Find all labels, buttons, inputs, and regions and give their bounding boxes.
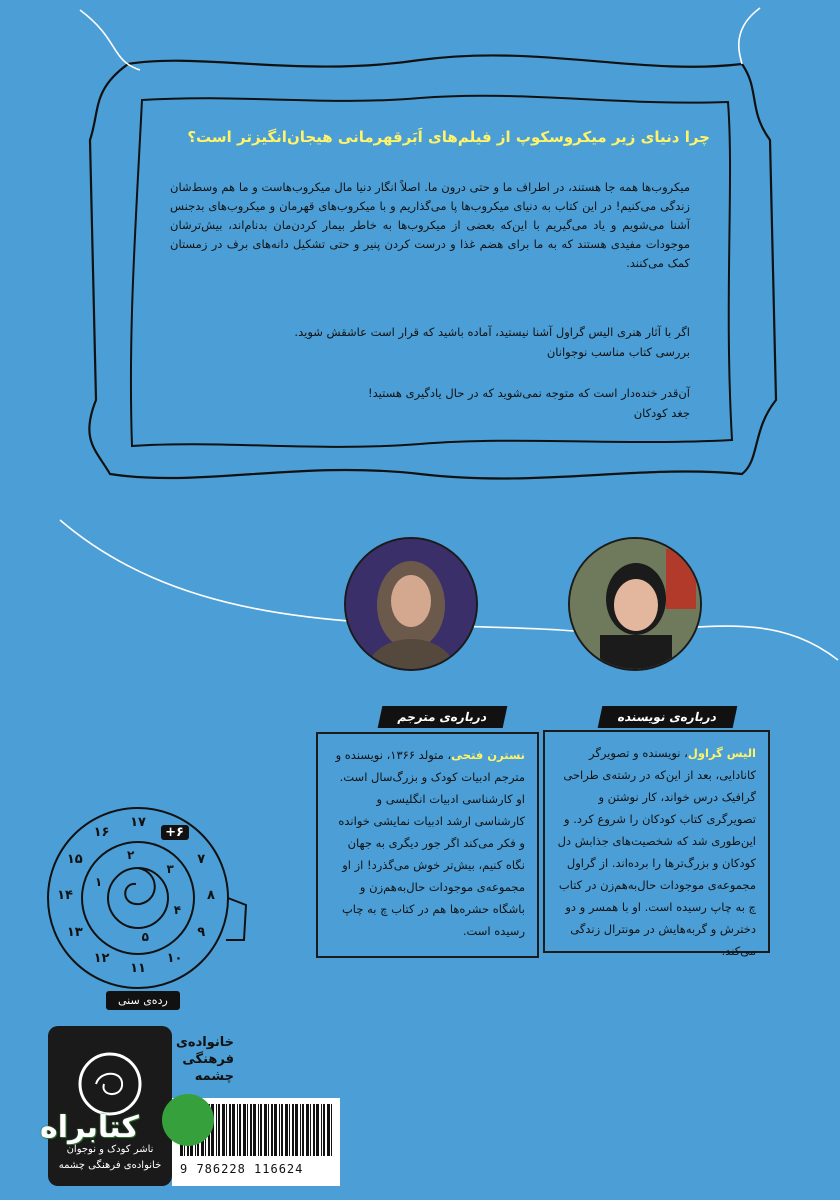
age-wheel-outer-number: ۱۵ [66, 851, 83, 867]
barcode-bar [268, 1104, 269, 1156]
age-wheel-outer-number: ۱۳ [66, 924, 83, 940]
publisher-line-2: خانواده‌ی فرهنگی چشمه [58, 1160, 162, 1171]
age-wheel-outer-number: ۱۶ [93, 824, 110, 840]
age-wheel-outer-number: ۹ [197, 924, 206, 940]
barcode-bar [295, 1104, 298, 1156]
barcode-bar [237, 1104, 238, 1156]
barcode-bar [323, 1104, 325, 1156]
barcode-bar [331, 1104, 332, 1156]
barcode-bar [321, 1104, 322, 1156]
publisher-name [52, 1142, 168, 1174]
barcode-bar [239, 1104, 241, 1156]
intro-paragraph: میکروب‌ها همه جا هستند، در اطراف ما و حتی درون ما. اصلاً انگار دنیا مال میکروب‌هاست و ما هم وسط‌شان زندگی می‌کنیم! در این کتاب به دنیای میکروب‌ها پا می‌گذاریم و با میکروب‌های قهرمان و میکروب‌های بدجنس آشنا می‌شویم و یاد می‌گیریم با این‌که بعضی از میکروب‌ها به خاطر بیمار کردن‌مان بدنام‌اند، بیش‌ترشان موجودات مفیدی هستند که به ما برای هضم غذا و درست کردن پنیر و حتی تشکیل دانه‌های برف در زمستان کمک می‌کنند. [170, 180, 690, 270]
barcode-bar [247, 1104, 248, 1156]
author-name: الیس گراول [687, 746, 756, 760]
watermark-text: کتابراه [40, 1110, 139, 1145]
review-quote: آن‌قدر خنده‌دار است که متوجه نمی‌شوید که در حال یادگیری هستید! [368, 386, 690, 400]
review-block [170, 383, 690, 423]
age-wheel-outer-number: ۱۱ [130, 961, 146, 976]
watermark-logo-icon [162, 1094, 214, 1146]
translator-portrait-icon [346, 539, 476, 669]
barcode-bar [302, 1104, 304, 1156]
age-wheel-outer-number: ۱۴ [57, 888, 73, 903]
age-wheel-outer-number: ۱۷ [130, 815, 146, 830]
barcode-bar [327, 1104, 330, 1156]
barcode-bar [218, 1104, 220, 1156]
age-wheel-outer-number: ۷ [197, 851, 206, 867]
barcode-bar [289, 1104, 290, 1156]
age-wheel-outer-number: ۸ [207, 888, 215, 903]
translator-name: نسترن فتحی [451, 748, 525, 762]
review-quote: اگر با آثار هنری الیس گراول آشنا نیستید، آماده باشید که قرار است عاشقش شوید. [294, 325, 690, 339]
publisher-line-1: ناشر کودک و نوجوان [66, 1144, 154, 1155]
barcode-bar [260, 1104, 262, 1156]
barcode-bar [264, 1104, 267, 1156]
barcode-bar [232, 1104, 235, 1156]
translator-ribbon: درباره‌ی مترجم [378, 706, 508, 728]
barcode-bar [285, 1104, 288, 1156]
barcode-bar [250, 1104, 252, 1156]
barcode-bar [306, 1104, 309, 1156]
age-wheel-outer-number: +۶ [161, 825, 189, 840]
barcode-bar [243, 1104, 246, 1156]
isbn-number: 9 786228 116624 [180, 1162, 304, 1176]
age-label: رده‌ی سنی [106, 991, 180, 1010]
age-wheel-outer-number: ۱۰ [166, 951, 183, 967]
barcode-bar [310, 1104, 311, 1156]
author-portrait-icon [570, 539, 700, 669]
brand-line: خانواده‌ی [176, 1035, 234, 1050]
review-block [170, 322, 690, 362]
barcode-bar [229, 1104, 231, 1156]
barcode-bar [258, 1104, 259, 1156]
barcode-bar [292, 1104, 294, 1156]
author-bio-box [543, 730, 770, 958]
author-photo [568, 537, 702, 671]
barcode-bar [222, 1104, 225, 1156]
barcode-bar [279, 1104, 280, 1156]
barcode-bar [281, 1104, 283, 1156]
author-ribbon: درباره‌ی نویسنده [598, 706, 738, 728]
barcode-bar [216, 1104, 217, 1156]
age-wheel-outer-number: ۱۲ [93, 951, 110, 967]
age-wheel-inner-number: ۲ [127, 847, 135, 862]
barcode-bar [313, 1104, 315, 1156]
barcode-bar [274, 1104, 277, 1156]
translator-photo [344, 537, 478, 671]
barcode-bar [271, 1104, 273, 1156]
review-source: بررسی کتاب مناسب نوجوانان [546, 345, 690, 359]
barcode-bar [226, 1104, 227, 1156]
brand-line: فرهنگی [182, 1052, 234, 1067]
barcode-bar [300, 1104, 301, 1156]
review-source: جغد کودکان [633, 406, 690, 420]
age-wheel-inner-number: ۳ [166, 862, 174, 876]
age-wheel-inner-number: ۵ [141, 930, 149, 945]
cover-question: چرا دنیای زیر میکروسکوپ از فیلم‌های اَبَرقهرمانی هیجان‌انگیزتر است؟ [187, 128, 710, 146]
age-wheel-inner-number: ۱ [94, 874, 103, 889]
age-wheel-inner-number: ۴ [173, 903, 182, 918]
translator-bio-box [316, 732, 539, 958]
author-bio: ، نویسنده و تصویرگر کانادایی، بعد از این‌که در رشته‌ی طراحی گرافیک درس خواند، کار نوشتن و تصویرگری کتاب کودکان را شروع کرد. و این‌طوری شد که شخصیت‌های جذابش دل کودکان و بزرگ‌ترها را برده‌اند. از گراول مجموعه‌ی موجودات حال‌به‌هم‌زن در کتاب چ به چاپ رسیده است. او با همسر و دو دخترش و گربه‌هایش در مونترال زندگی می‌کند. [557, 746, 756, 958]
barcode-bar [253, 1104, 256, 1156]
translator-bio: ، متولد ۱۳۶۶، نویسنده و مترجم ادبیات کودک و بزرگ‌سال است. او کارشناسی ادبیات انگلیسی و کارشناسی ارشد ادبیات نمایشی خوانده و فکر می‌کند اگر جور دیگری به جهان نگاه کنیم، بیش‌تر خوش می‌گذرد! از او مجموعه‌ی موجودات حال‌به‌هم‌زن و باشگاه حشره‌ها هم در کتاب چ به چاپ رسیده است. [335, 748, 525, 938]
brand-line: چشمه [194, 1069, 234, 1084]
brand-wordmark [176, 1034, 234, 1085]
barcode-bar [316, 1104, 319, 1156]
